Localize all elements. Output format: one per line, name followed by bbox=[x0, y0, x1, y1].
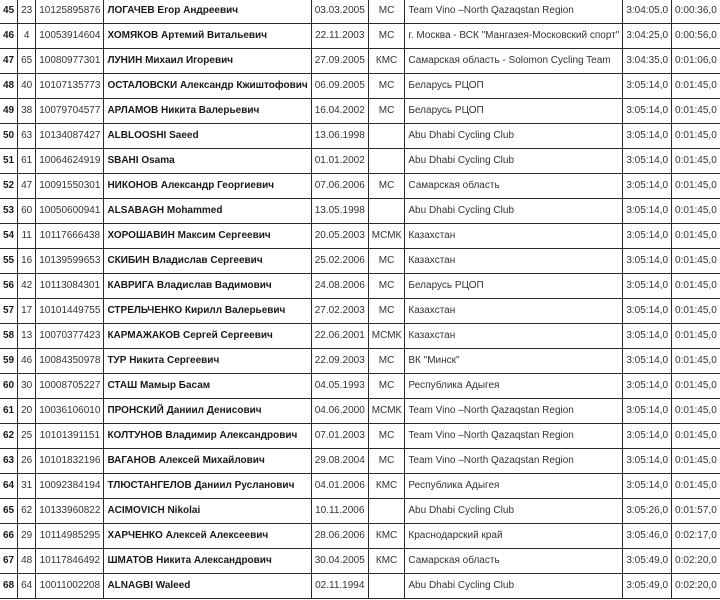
uci-id-cell: 10036106010 bbox=[36, 399, 104, 424]
sport-rank-cell: МСМК bbox=[368, 324, 405, 349]
birth-date-cell: 22.09.2003 bbox=[311, 349, 368, 374]
rider-name-cell: ALSABAGH Mohammed bbox=[104, 199, 311, 224]
rider-name-cell: ЛОГАЧЕВ Егор Андреевич bbox=[104, 0, 311, 24]
bib-number-cell: 42 bbox=[18, 274, 36, 299]
place-cell: 68 bbox=[0, 574, 18, 599]
uci-id-cell: 10101391151 bbox=[36, 424, 104, 449]
uci-id-cell: 10117846492 bbox=[36, 549, 104, 574]
uci-id-cell: 10011002208 bbox=[36, 574, 104, 599]
finish-time-cell: 3:05:49,0 bbox=[623, 549, 672, 574]
team-cell: ВК "Минск" bbox=[405, 349, 623, 374]
rider-name-cell: ACIMOVICH Nikolai bbox=[104, 499, 311, 524]
team-cell: Казахстан bbox=[405, 299, 623, 324]
table-row bbox=[0, 0, 720, 24]
birth-date-cell: 01.01.2002 bbox=[311, 149, 368, 174]
table-row bbox=[0, 549, 720, 574]
time-gap-cell: 0:01:45,0 bbox=[672, 374, 720, 399]
uci-id-cell: 10139599653 bbox=[36, 249, 104, 274]
table-row bbox=[0, 349, 720, 374]
time-gap-cell: 0:01:45,0 bbox=[672, 74, 720, 99]
uci-id-cell: 10050600941 bbox=[36, 199, 104, 224]
table-row bbox=[0, 199, 720, 224]
time-gap-cell: 0:01:45,0 bbox=[672, 399, 720, 424]
table-row bbox=[0, 224, 720, 249]
time-gap-cell: 0:01:45,0 bbox=[672, 474, 720, 499]
uci-id-cell: 10008705227 bbox=[36, 374, 104, 399]
sport-rank-cell: МС bbox=[368, 374, 405, 399]
team-cell: г. Москва - ВСК "Мангазея-Московский спорт" bbox=[405, 24, 623, 49]
sport-rank-cell: КМС bbox=[368, 524, 405, 549]
uci-id-cell: 10091550301 bbox=[36, 174, 104, 199]
table-row bbox=[0, 74, 720, 99]
time-gap-cell: 0:01:45,0 bbox=[672, 274, 720, 299]
birth-date-cell: 04.01.2006 bbox=[311, 474, 368, 499]
table-row bbox=[0, 424, 720, 449]
finish-time-cell: 3:05:14,0 bbox=[623, 199, 672, 224]
table-row bbox=[0, 299, 720, 324]
bib-number-cell: 63 bbox=[18, 124, 36, 149]
sport-rank-cell: МС bbox=[368, 74, 405, 99]
table-row bbox=[0, 499, 720, 524]
sport-rank-cell: МС bbox=[368, 424, 405, 449]
sport-rank-cell: МС bbox=[368, 99, 405, 124]
sport-rank-cell: МСМК bbox=[368, 224, 405, 249]
sport-rank-cell bbox=[368, 199, 405, 224]
bib-number-cell: 64 bbox=[18, 574, 36, 599]
uci-id-cell: 10079704577 bbox=[36, 99, 104, 124]
finish-time-cell: 3:04:05,0 bbox=[623, 0, 672, 24]
finish-time-cell: 3:04:35,0 bbox=[623, 49, 672, 74]
birth-date-cell: 10.11.2006 bbox=[311, 499, 368, 524]
time-gap-cell: 0:01:45,0 bbox=[672, 324, 720, 349]
table-row bbox=[0, 324, 720, 349]
bib-number-cell: 47 bbox=[18, 174, 36, 199]
finish-time-cell: 3:05:14,0 bbox=[623, 174, 672, 199]
time-gap-cell: 0:01:45,0 bbox=[672, 299, 720, 324]
bib-number-cell: 65 bbox=[18, 49, 36, 74]
time-gap-cell: 0:01:45,0 bbox=[672, 349, 720, 374]
sport-rank-cell bbox=[368, 149, 405, 174]
birth-date-cell: 22.06.2001 bbox=[311, 324, 368, 349]
place-cell: 48 bbox=[0, 74, 18, 99]
uci-id-cell: 10113084301 bbox=[36, 274, 104, 299]
uci-id-cell: 10107135773 bbox=[36, 74, 104, 99]
table-row bbox=[0, 99, 720, 124]
team-cell: Team Vino –North Qazaqstan Region bbox=[405, 0, 623, 24]
place-cell: 56 bbox=[0, 274, 18, 299]
birth-date-cell: 13.05.1998 bbox=[311, 199, 368, 224]
place-cell: 53 bbox=[0, 199, 18, 224]
table-row bbox=[0, 124, 720, 149]
finish-time-cell: 3:05:26,0 bbox=[623, 499, 672, 524]
bib-number-cell: 11 bbox=[18, 224, 36, 249]
finish-time-cell: 3:05:14,0 bbox=[623, 149, 672, 174]
birth-date-cell: 29.08.2004 bbox=[311, 449, 368, 474]
team-cell: Казахстан bbox=[405, 249, 623, 274]
place-cell: 64 bbox=[0, 474, 18, 499]
place-cell: 47 bbox=[0, 49, 18, 74]
bib-number-cell: 23 bbox=[18, 0, 36, 24]
finish-time-cell: 3:05:14,0 bbox=[623, 349, 672, 374]
rider-name-cell: СКИБИН Владислав Сергеевич bbox=[104, 249, 311, 274]
bib-number-cell: 62 bbox=[18, 499, 36, 524]
birth-date-cell: 27.02.2003 bbox=[311, 299, 368, 324]
time-gap-cell: 0:01:45,0 bbox=[672, 249, 720, 274]
team-cell: Краснодарский край bbox=[405, 524, 623, 549]
table-row bbox=[0, 49, 720, 74]
time-gap-cell: 0:01:45,0 bbox=[672, 224, 720, 249]
team-cell: Самарская область - Solomon Cycling Team bbox=[405, 49, 623, 74]
finish-time-cell: 3:05:14,0 bbox=[623, 449, 672, 474]
team-cell: Abu Dhabi Cycling Club bbox=[405, 149, 623, 174]
bib-number-cell: 26 bbox=[18, 449, 36, 474]
sport-rank-cell bbox=[368, 499, 405, 524]
finish-time-cell: 3:05:46,0 bbox=[623, 524, 672, 549]
rider-name-cell: ТУР Никита Сергеевич bbox=[104, 349, 311, 374]
uci-id-cell: 10064624919 bbox=[36, 149, 104, 174]
place-cell: 63 bbox=[0, 449, 18, 474]
finish-time-cell: 3:04:25,0 bbox=[623, 24, 672, 49]
uci-id-cell: 10134087427 bbox=[36, 124, 104, 149]
time-gap-cell: 0:01:45,0 bbox=[672, 149, 720, 174]
sport-rank-cell: КМС bbox=[368, 474, 405, 499]
birth-date-cell: 16.04.2002 bbox=[311, 99, 368, 124]
place-cell: 45 bbox=[0, 0, 18, 24]
place-cell: 66 bbox=[0, 524, 18, 549]
bib-number-cell: 38 bbox=[18, 99, 36, 124]
sport-rank-cell: МС bbox=[368, 24, 405, 49]
uci-id-cell: 10114985295 bbox=[36, 524, 104, 549]
birth-date-cell: 06.09.2005 bbox=[311, 74, 368, 99]
bib-number-cell: 25 bbox=[18, 424, 36, 449]
bib-number-cell: 48 bbox=[18, 549, 36, 574]
rider-name-cell: ХАРЧЕНКО Алексей Алексеевич bbox=[104, 524, 311, 549]
table-row bbox=[0, 174, 720, 199]
rider-name-cell: ШМАТОВ Никита Александрович bbox=[104, 549, 311, 574]
sport-rank-cell: МС bbox=[368, 449, 405, 474]
place-cell: 67 bbox=[0, 549, 18, 574]
uci-id-cell: 10053914604 bbox=[36, 24, 104, 49]
place-cell: 51 bbox=[0, 149, 18, 174]
finish-time-cell: 3:05:14,0 bbox=[623, 224, 672, 249]
finish-time-cell: 3:05:14,0 bbox=[623, 124, 672, 149]
place-cell: 50 bbox=[0, 124, 18, 149]
rider-name-cell: ХОМЯКОВ Артемий Витальевич bbox=[104, 24, 311, 49]
sport-rank-cell bbox=[368, 574, 405, 599]
table-row bbox=[0, 524, 720, 549]
rider-name-cell: ХОРОШАВИН Максим Сергеевич bbox=[104, 224, 311, 249]
place-cell: 58 bbox=[0, 324, 18, 349]
bib-number-cell: 29 bbox=[18, 524, 36, 549]
rider-name-cell: АРЛАМОВ Никита Валерьевич bbox=[104, 99, 311, 124]
finish-time-cell: 3:05:14,0 bbox=[623, 374, 672, 399]
table-row bbox=[0, 249, 720, 274]
team-cell: Abu Dhabi Cycling Club bbox=[405, 199, 623, 224]
finish-time-cell: 3:05:14,0 bbox=[623, 474, 672, 499]
birth-date-cell: 07.01.2003 bbox=[311, 424, 368, 449]
time-gap-cell: 0:01:45,0 bbox=[672, 99, 720, 124]
place-cell: 59 bbox=[0, 349, 18, 374]
table-row bbox=[0, 149, 720, 174]
birth-date-cell: 13.06.1998 bbox=[311, 124, 368, 149]
finish-time-cell: 3:05:14,0 bbox=[623, 274, 672, 299]
rider-name-cell: КАРМАЖАКОВ Сергей Сергеевич bbox=[104, 324, 311, 349]
team-cell: Team Vino –North Qazaqstan Region bbox=[405, 424, 623, 449]
sport-rank-cell: КМС bbox=[368, 549, 405, 574]
uci-id-cell: 10101832196 bbox=[36, 449, 104, 474]
bib-number-cell: 30 bbox=[18, 374, 36, 399]
place-cell: 55 bbox=[0, 249, 18, 274]
rider-name-cell: ПРОНСКИЙ Даниил Денисович bbox=[104, 399, 311, 424]
birth-date-cell: 02.11.1994 bbox=[311, 574, 368, 599]
bib-number-cell: 17 bbox=[18, 299, 36, 324]
birth-date-cell: 04.05.1993 bbox=[311, 374, 368, 399]
sport-rank-cell: МС bbox=[368, 349, 405, 374]
birth-date-cell: 25.02.2006 bbox=[311, 249, 368, 274]
place-cell: 54 bbox=[0, 224, 18, 249]
table-row bbox=[0, 449, 720, 474]
uci-id-cell: 10084350978 bbox=[36, 349, 104, 374]
bib-number-cell: 60 bbox=[18, 199, 36, 224]
rider-name-cell: ЛУНИН Михаил Игоревич bbox=[104, 49, 311, 74]
place-cell: 52 bbox=[0, 174, 18, 199]
finish-time-cell: 3:05:14,0 bbox=[623, 74, 672, 99]
birth-date-cell: 04.06.2000 bbox=[311, 399, 368, 424]
birth-date-cell: 28.06.2006 bbox=[311, 524, 368, 549]
bib-number-cell: 40 bbox=[18, 74, 36, 99]
sport-rank-cell bbox=[368, 124, 405, 149]
bib-number-cell: 61 bbox=[18, 149, 36, 174]
team-cell: Республика Адыгея bbox=[405, 374, 623, 399]
sport-rank-cell: МС bbox=[368, 0, 405, 24]
team-cell: Беларусь РЦОП bbox=[405, 274, 623, 299]
uci-id-cell: 10092384194 bbox=[36, 474, 104, 499]
rider-name-cell: КОЛТУНОВ Владимир Александрович bbox=[104, 424, 311, 449]
time-gap-cell: 0:00:56,0 bbox=[672, 24, 720, 49]
place-cell: 46 bbox=[0, 24, 18, 49]
rider-name-cell: НИКОНОВ Александр Георгиевич bbox=[104, 174, 311, 199]
team-cell: Самарская область bbox=[405, 549, 623, 574]
rider-name-cell: ALBLOOSHI Saeed bbox=[104, 124, 311, 149]
table-row bbox=[0, 399, 720, 424]
time-gap-cell: 0:00:36,0 bbox=[672, 0, 720, 24]
team-cell: Казахстан bbox=[405, 324, 623, 349]
team-cell: Abu Dhabi Cycling Club bbox=[405, 574, 623, 599]
time-gap-cell: 0:01:45,0 bbox=[672, 449, 720, 474]
bib-number-cell: 46 bbox=[18, 349, 36, 374]
uci-id-cell: 10080977301 bbox=[36, 49, 104, 74]
finish-time-cell: 3:05:14,0 bbox=[623, 249, 672, 274]
finish-time-cell: 3:05:14,0 bbox=[623, 399, 672, 424]
rider-name-cell: ALNAGBI Waleed bbox=[104, 574, 311, 599]
bib-number-cell: 4 bbox=[18, 24, 36, 49]
finish-time-cell: 3:05:49,0 bbox=[623, 574, 672, 599]
place-cell: 60 bbox=[0, 374, 18, 399]
time-gap-cell: 0:01:45,0 bbox=[672, 124, 720, 149]
team-cell: Беларусь РЦОП bbox=[405, 99, 623, 124]
team-cell: Республика Адыгея bbox=[405, 474, 623, 499]
team-cell: Abu Dhabi Cycling Club bbox=[405, 124, 623, 149]
place-cell: 57 bbox=[0, 299, 18, 324]
place-cell: 49 bbox=[0, 99, 18, 124]
time-gap-cell: 0:02:20,0 bbox=[672, 574, 720, 599]
uci-id-cell: 10117666438 bbox=[36, 224, 104, 249]
team-cell: Казахстан bbox=[405, 224, 623, 249]
time-gap-cell: 0:01:06,0 bbox=[672, 49, 720, 74]
place-cell: 62 bbox=[0, 424, 18, 449]
time-gap-cell: 0:01:45,0 bbox=[672, 174, 720, 199]
finish-time-cell: 3:05:14,0 bbox=[623, 99, 672, 124]
uci-id-cell: 10133960822 bbox=[36, 499, 104, 524]
bib-number-cell: 13 bbox=[18, 324, 36, 349]
table-row bbox=[0, 374, 720, 399]
sport-rank-cell: МС bbox=[368, 174, 405, 199]
team-cell: Самарская область bbox=[405, 174, 623, 199]
bib-number-cell: 20 bbox=[18, 399, 36, 424]
team-cell: Беларусь РЦОП bbox=[405, 74, 623, 99]
sport-rank-cell: КМС bbox=[368, 49, 405, 74]
table-row bbox=[0, 474, 720, 499]
uci-id-cell: 10070377423 bbox=[36, 324, 104, 349]
time-gap-cell: 0:02:17,0 bbox=[672, 524, 720, 549]
time-gap-cell: 0:02:20,0 bbox=[672, 549, 720, 574]
time-gap-cell: 0:01:57,0 bbox=[672, 499, 720, 524]
uci-id-cell: 10125895876 bbox=[36, 0, 104, 24]
birth-date-cell: 07.06.2006 bbox=[311, 174, 368, 199]
sport-rank-cell: МС bbox=[368, 249, 405, 274]
rider-name-cell: ВАГАНОВ Алексей Михайлович bbox=[104, 449, 311, 474]
bib-number-cell: 16 bbox=[18, 249, 36, 274]
birth-date-cell: 03.03.2005 bbox=[311, 0, 368, 24]
finish-time-cell: 3:05:14,0 bbox=[623, 299, 672, 324]
birth-date-cell: 27.09.2005 bbox=[311, 49, 368, 74]
birth-date-cell: 24.08.2006 bbox=[311, 274, 368, 299]
rider-name-cell: КАВРИГА Владислав Вадимович bbox=[104, 274, 311, 299]
sport-rank-cell: МС bbox=[368, 299, 405, 324]
bib-number-cell: 31 bbox=[18, 474, 36, 499]
birth-date-cell: 20.05.2003 bbox=[311, 224, 368, 249]
rider-name-cell: ТЛЮСТАНГЕЛОВ Даниил Русланович bbox=[104, 474, 311, 499]
team-cell: Team Vino –North Qazaqstan Region bbox=[405, 449, 623, 474]
team-cell: Team Vino –North Qazaqstan Region bbox=[405, 399, 623, 424]
table-row bbox=[0, 574, 720, 599]
place-cell: 65 bbox=[0, 499, 18, 524]
table-row bbox=[0, 274, 720, 299]
sport-rank-cell: МСМК bbox=[368, 399, 405, 424]
place-cell: 61 bbox=[0, 399, 18, 424]
team-cell: Abu Dhabi Cycling Club bbox=[405, 499, 623, 524]
sport-rank-cell: МС bbox=[368, 274, 405, 299]
birth-date-cell: 22.11.2003 bbox=[311, 24, 368, 49]
table-row bbox=[0, 24, 720, 49]
rider-name-cell: ОСТАЛОВСКИ Александр Кжиштофович bbox=[104, 74, 311, 99]
rider-name-cell: СТРЕЛЬЧЕНКО Кирилл Валерьевич bbox=[104, 299, 311, 324]
finish-time-cell: 3:05:14,0 bbox=[623, 424, 672, 449]
birth-date-cell: 30.04.2005 bbox=[311, 549, 368, 574]
time-gap-cell: 0:01:45,0 bbox=[672, 424, 720, 449]
rider-name-cell: СТАШ Мамыр Басам bbox=[104, 374, 311, 399]
time-gap-cell: 0:01:45,0 bbox=[672, 199, 720, 224]
finish-time-cell: 3:05:14,0 bbox=[623, 324, 672, 349]
rider-name-cell: SBAHI Osama bbox=[104, 149, 311, 174]
uci-id-cell: 10101449755 bbox=[36, 299, 104, 324]
